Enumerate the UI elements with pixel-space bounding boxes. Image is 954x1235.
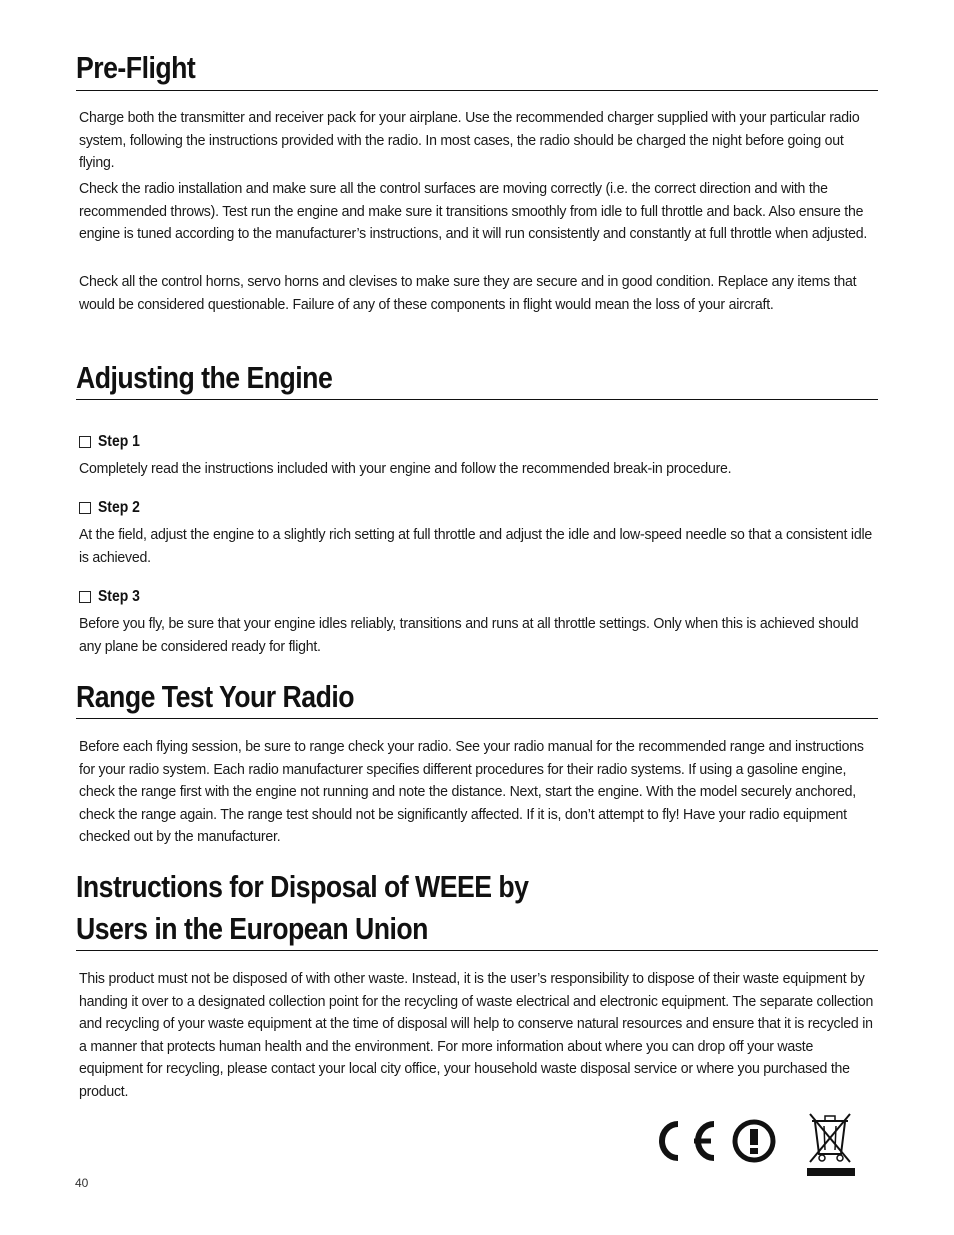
engine-heading: Adjusting the Engine: [76, 360, 333, 395]
range-paragraph: Before each flying session, be sure to range check your radio. See your radio manual for the recommended range and instructions for your radio system. Each radio manufacturer specifies different procedures for their radio systems. If using a gasoline engine, check the range first with the engine not running and note the distance. Next, start the engine. With the model securely anchored, check the range again. The range test should not be significantly affected. If it is, don’t attempt to fly! Have your radio equipment checked out by the manufacturer.: [79, 738, 864, 846]
weee-heading-line-1: Instructions for Disposal of WEEE by: [76, 869, 529, 904]
alert-class-icon: [735, 1122, 773, 1160]
step-3-label: Step 3: [98, 588, 140, 605]
weee-bin-icon: [807, 1114, 855, 1176]
weee-heading-line-2: Users in the European Union: [76, 911, 428, 946]
step-1-text: Completely read the instructions included with your engine and follow the recommended break-in procedure.: [79, 460, 732, 477]
weee-rule: [76, 950, 878, 951]
ce-mark-icon: [662, 1124, 714, 1158]
step-3-checkbox-icon[interactable]: [79, 591, 91, 603]
compliance-marks-svg: [650, 1108, 870, 1178]
step-1-header[interactable]: [79, 431, 145, 453]
step-1-label: Step 1: [98, 433, 140, 450]
engine-rule: [76, 399, 878, 400]
step-1-checkbox-icon[interactable]: [79, 436, 91, 448]
step-2-text: At the field, adjust the engine to a slightly rich setting at full throttle and adjust the idle and low-speed needle so that a consistent idle is achieved.: [79, 526, 872, 566]
range-rule: [76, 718, 878, 719]
preflight-paragraph-1: Charge both the transmitter and receiver pack for your airplane. Use the recommended charger supplied with your particular radio system, following the instructions provided with the radio. In most cases, the radio should be charged the night before going out flying.: [79, 109, 860, 172]
page-number: 40: [75, 1176, 89, 1190]
weee-paragraph: This product must not be disposed of with other waste. Instead, it is the user’s responsibility to dispose of their waste equipment by handing it over to a designated collection point for the recycling of waste electrical and electronic equipment. The separate collection and recycling of your waste equipment at the time of disposal will help to conserve natural resources and ensure that it is recycled in a manner that protects human health and the environment. For more information about where you can drop off your waste equipment for recycling, please contact your local city office, your household waste disposal service or where you purchased the product.: [79, 970, 874, 1100]
preflight-paragraph-3: Check all the control horns, servo horns and clevises to make sure they are secure and in good condition. Replace any items that would be considered questionable. Failure of any of these components in flight would mean the loss of your aircraft.: [79, 273, 857, 313]
preflight-paragraph-2: Check the radio installation and make sure all the control surfaces are moving correctly (i.e. the correct direction and with the recommended throws). Test run the engine and make sure it transitions smoothly from idle to full throttle and back. Also ensure the engine is tuned according to the manufacturer’s instructions, and it will run consistently and constantly at full throttle when adjusted.: [79, 180, 868, 243]
step-2-label: Step 2: [98, 499, 140, 516]
step-2-checkbox-icon[interactable]: [79, 502, 91, 514]
step-2-header[interactable]: [79, 497, 145, 519]
step-3-text: Before you fly, be sure that your engine idles reliably, transitions and runs at all throttle settings. Only when this is achieved should any plane be considered ready for flight.: [79, 615, 859, 655]
range-heading: Range Test Your Radio: [76, 679, 355, 714]
preflight-heading: Pre-Flight: [76, 50, 196, 85]
step-3-header[interactable]: [79, 586, 145, 608]
compliance-marks: [650, 1108, 870, 1178]
preflight-rule: [76, 90, 878, 91]
